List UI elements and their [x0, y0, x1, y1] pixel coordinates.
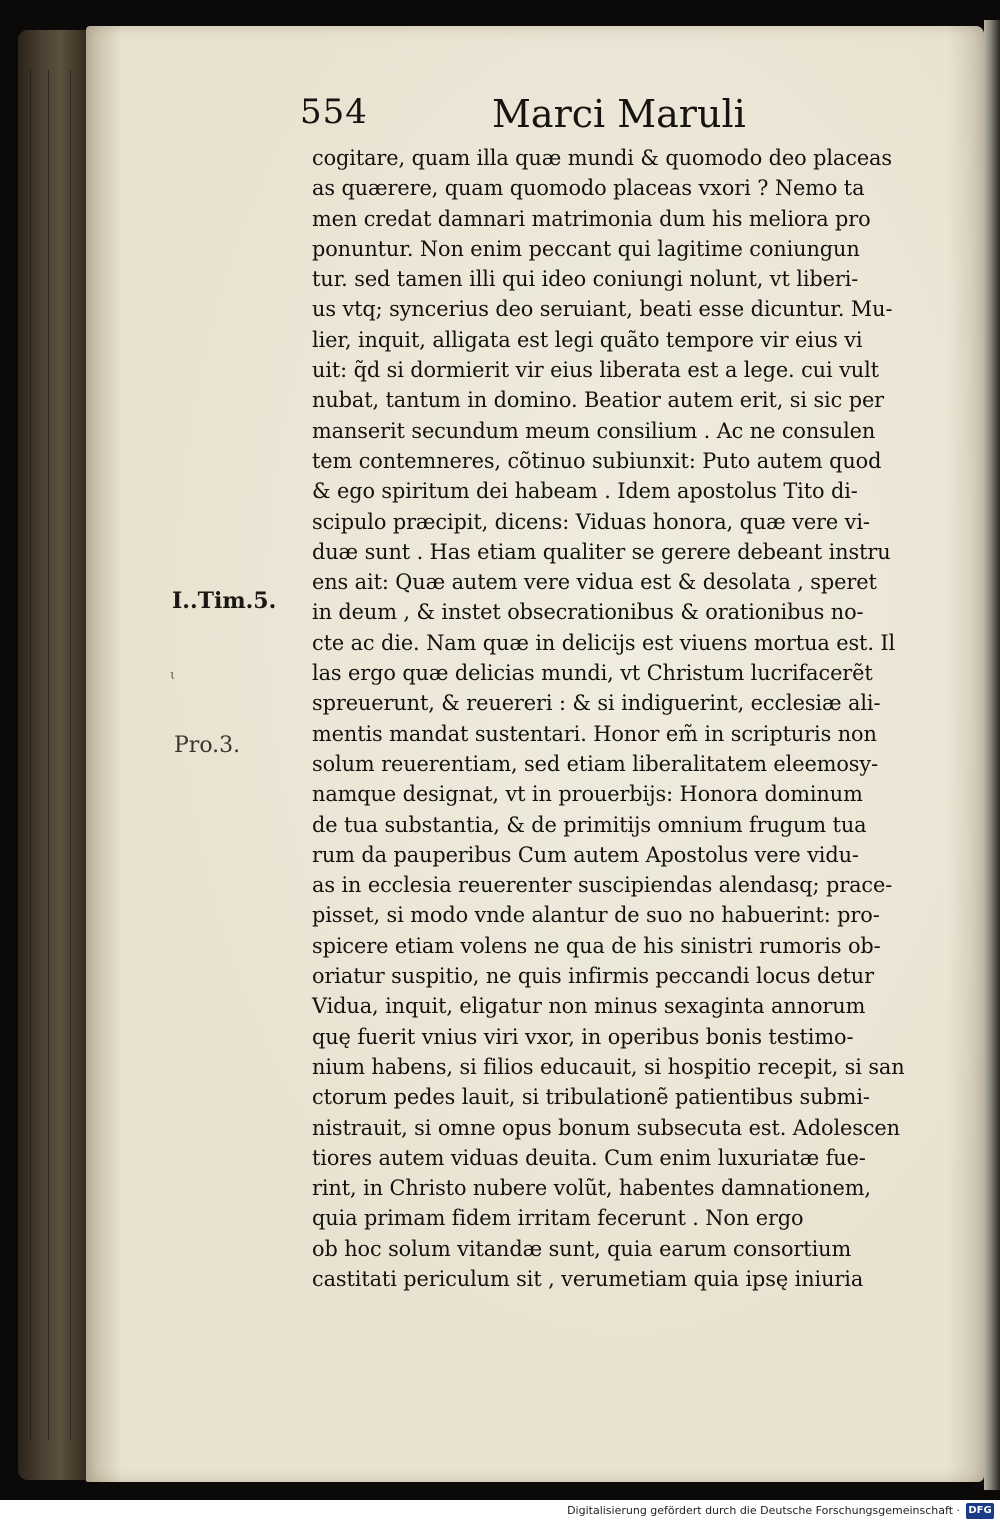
text-line: cogitare, quam illa quæ mundi & quomodo deo placeas	[312, 146, 892, 171]
text-line: las ergo quæ delicias mundi, vt Christum lucrifacerẽt	[312, 661, 873, 687]
marginal-stray-mark: ι	[170, 668, 176, 683]
text-line: de tua substantia, & de primitijs omnium frugum tua	[312, 812, 867, 838]
text-line: nubat, tantum in domino. Beatior autem erit, si sic per	[312, 388, 885, 414]
text-line: oriatur suspitio, ne quis infirmis peccandi locus detur	[312, 964, 874, 990]
funding-credit: Digitalisierung gefördert durch die Deutsche Forschungsgemeinschaft ·	[567, 1504, 960, 1517]
text-line: quia primam fidem irritam fecerunt . Non ergo	[312, 1206, 804, 1232]
text-line: tur. sed tamen illi qui ideo coniungi nolunt, vt liberi-	[312, 267, 859, 293]
text-line: as in ecclesia reuerenter suscipiendas alendasq; prace-	[312, 873, 893, 899]
page-header	[300, 92, 940, 136]
text-line: lier, inquit, alligata est legi quãto tempore vir eius vi	[312, 327, 863, 353]
text-line: pisset, si modo vnde alantur de suo no habuerint: pro-	[312, 903, 880, 929]
text-line: ponuntur. Non enim peccant qui lagitime coniungun	[312, 236, 860, 262]
text-line: rum da pauperibus Cum autem Apostolus vere vidu-	[312, 842, 859, 868]
spine-line	[30, 70, 31, 1440]
text-line: spreuerunt, & reuereri : & si indiguerint, ecclesiæ ali-	[312, 691, 881, 717]
body-text	[312, 144, 962, 1295]
text-line: tem contemneres, cõtinuo subiunxit: Puto autem quod	[312, 448, 882, 474]
text-line: in deum , & instet obsecrationibus & orationibus no-	[312, 600, 864, 626]
text-line: namque designat, vt in prouerbijs: Honora dominum	[312, 782, 863, 808]
text-line: & ego spiritum dei habeam . Idem apostolus Tito di-	[312, 479, 858, 505]
text-line: quę fuerit vnius viri vxor, in operibus bonis testimo-	[312, 1024, 854, 1050]
text-line: ens ait: Quæ autem vere vidua est & desolata , speret	[312, 570, 877, 596]
spine-line	[48, 70, 49, 1440]
digitization-footer	[0, 1500, 1000, 1524]
text-line: men credat damnari matrimonia dum his meliora pro	[312, 206, 871, 232]
text-line: spicere etiam volens ne qua de his sinistri rumoris ob-	[312, 933, 881, 959]
marginal-note-proverbs: Pro.3.	[174, 733, 241, 758]
dfg-logo-icon: DFG	[966, 1503, 994, 1519]
text-line: uit: q̃d si dormierit vir eius liberata est a lege. cui vult	[312, 358, 879, 384]
text-line: tiores autem viduas deuita. Cum enim luxuriatæ fue-	[312, 1145, 866, 1171]
running-title: Marci Maruli	[492, 92, 746, 136]
text-line: duæ sunt . Has etiam qualiter se gerere debeant instru	[312, 539, 891, 565]
text-line: mentis mandat sustentari. Honor em̃ in scripturis non	[312, 721, 877, 747]
book-spine	[18, 30, 96, 1480]
spine-line	[70, 70, 71, 1440]
page-number: 554	[300, 92, 368, 132]
text-line: nistrauit, si omne opus bonum subsecuta est. Adolescen	[312, 1115, 900, 1141]
text-line: solum reuerentiam, sed etiam liberalitatem eleemosy-	[312, 751, 879, 777]
marginal-note-timothy: I..Tim.5.	[172, 588, 277, 614]
facing-page-edge	[984, 20, 1000, 1490]
text-line: cte ac die. Nam quæ in delicijs est viuens mortua est. Il	[312, 630, 896, 656]
text-line: castitati periculum sit , verumetiam quia ipsę iniuria	[312, 1266, 864, 1292]
text-line: ctorum pedes lauit, si tribulationẽ patientibus submi-	[312, 1085, 870, 1111]
text-line: us vtq; syncerius deo seruiant, beati esse dicuntur. Mu-	[312, 297, 893, 323]
text-line: ob hoc solum vitandæ sunt, quia earum consortium	[312, 1236, 852, 1262]
text-line: nium habens, si filios educauit, si hospitio recepit, si san	[312, 1054, 905, 1080]
text-line: manserit secundum meum consilium . Ac ne consulen	[312, 418, 876, 444]
text-line: Vidua, inquit, eligatur non minus sexaginta annorum	[312, 994, 866, 1020]
text-line: rint, in Christo nubere volũt, habentes damnationem,	[312, 1176, 871, 1202]
text-line: as quærere, quam quomodo placeas vxori ? Nemo ta	[312, 176, 865, 202]
text-line: scipulo præcipit, dicens: Viduas honora, quæ vere vi-	[312, 509, 870, 535]
